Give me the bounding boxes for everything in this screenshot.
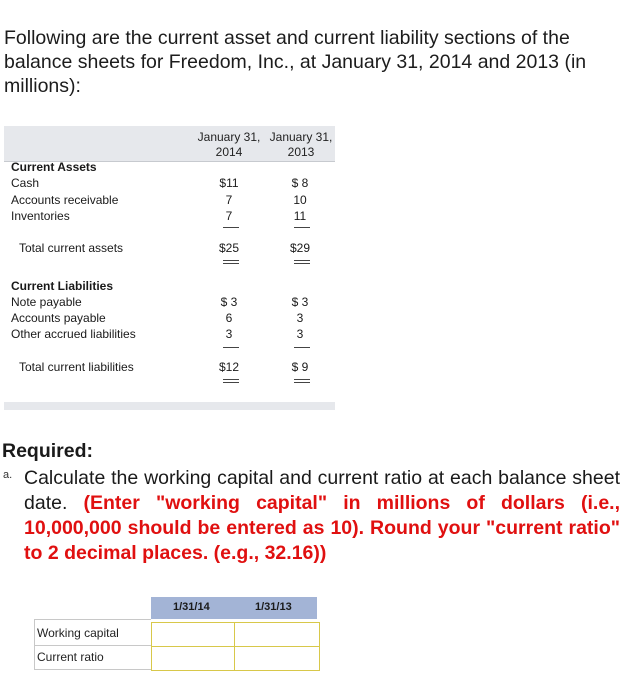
- total-double-rule: [223, 379, 239, 383]
- part-a-question: Calculate the working capital and current ratio at each balance sheet date.: [24, 467, 620, 514]
- accounts-receivable-2013: 10: [293, 193, 307, 207]
- subtotal-rule: [294, 347, 310, 348]
- total-current-liabilities-2014: $12: [218, 360, 240, 374]
- answer-table: [34, 597, 317, 670]
- current-liabilities-heading: Current Liabilities: [11, 279, 114, 293]
- working-capital-1-31-13-input[interactable]: [234, 622, 320, 647]
- total-double-rule: [294, 379, 310, 383]
- current-ratio-1-31-13-input[interactable]: [234, 646, 320, 671]
- balance-sheet-table: [4, 126, 335, 411]
- row-label-accounts-receivable: Accounts receivable: [11, 193, 119, 207]
- part-a-marker: a.: [3, 469, 13, 481]
- row-label-inventories: Inventories: [11, 209, 70, 223]
- intro-text: Following are the current asset and current liability sections of the balance sheets for Freedom, Inc., at January 31, 2014 and 2013 (in millions):: [4, 27, 587, 97]
- inventories-2014: 7: [225, 209, 233, 223]
- working-capital-1-31-14-input[interactable]: [151, 622, 237, 647]
- row-label-cash: Cash: [11, 176, 40, 190]
- row-label-other-accrued-liabilities: Other accrued liabilities: [11, 327, 136, 341]
- other-accrued-liabilities-2013: 3: [296, 327, 304, 341]
- cash-2013: $ 8: [291, 176, 309, 190]
- total-current-assets-label: Total current assets: [19, 241, 124, 255]
- total-current-assets-2013: $29: [289, 241, 311, 255]
- total-current-liabilities-2013: $ 9: [291, 360, 309, 374]
- answer-row-working-capital: [34, 621, 317, 646]
- accounts-payable-2014: 6: [225, 311, 233, 325]
- cash-2014: $11: [219, 176, 239, 190]
- row-label-note-payable: Note payable: [11, 295, 82, 309]
- total-double-rule: [294, 260, 310, 264]
- inventories-2013: 11: [293, 209, 307, 223]
- note-payable-2014: $ 3: [220, 295, 238, 309]
- note-payable-2013: $ 3: [291, 295, 309, 309]
- balance-sheet-footer-bar: [4, 402, 335, 410]
- answer-col-1-31-14: 1/31/14: [173, 601, 210, 613]
- required-heading: Required:: [2, 440, 94, 462]
- working-capital-label: Working capital: [37, 626, 119, 640]
- row-label-accounts-payable: Accounts payable: [11, 311, 106, 325]
- answer-row-current-ratio: [34, 645, 317, 670]
- part-a-entry-instruction: (Enter "working capital" in millions of dollars (i.e., 10,000,000 should be entered as 10). Round your "current ratio" to 2 decimal places. (e.g., 32.16)): [24, 492, 621, 564]
- subtotal-rule: [223, 227, 239, 228]
- answer-table-header: [151, 597, 317, 619]
- other-accrued-liabilities-2014: 3: [225, 327, 233, 341]
- total-current-assets-2014: $25: [218, 241, 240, 255]
- total-double-rule: [223, 260, 239, 264]
- total-current-liabilities-label: Total current liabilities: [19, 360, 134, 374]
- current-assets-heading: Current Assets: [11, 160, 97, 174]
- current-ratio-1-31-14-input[interactable]: [151, 646, 237, 671]
- column-header-2013: January 31, 2013: [269, 130, 333, 159]
- current-ratio-label: Current ratio: [37, 650, 104, 664]
- answer-col-1-31-13: 1/31/13: [255, 601, 292, 613]
- accounts-payable-2013: 3: [296, 311, 304, 325]
- subtotal-rule: [294, 227, 310, 228]
- part-a-instructions: [24, 466, 620, 566]
- column-header-2014: January 31, 2014: [197, 130, 261, 159]
- accounts-receivable-2014: 7: [225, 193, 233, 207]
- subtotal-rule: [223, 347, 239, 348]
